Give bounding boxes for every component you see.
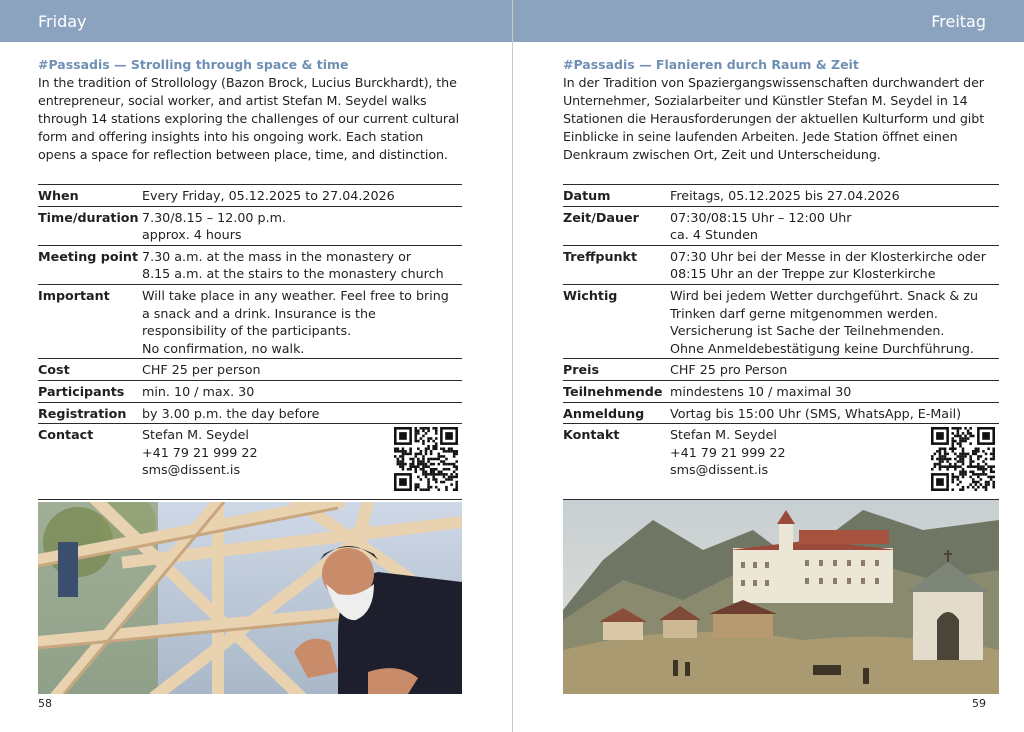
info-value-line: approx. 4 hours	[142, 227, 242, 243]
info-label: Treffpunkt	[563, 245, 670, 284]
photo-wooden-structure	[38, 502, 462, 694]
info-value	[670, 284, 999, 358]
info-value	[670, 402, 999, 424]
info-value-line: min. 10 / max. 30	[142, 383, 255, 399]
wooden-structure-illustration	[38, 502, 462, 694]
info-label: Preis	[563, 359, 670, 381]
info-value-line: Will take place in any weather. Feel free to bring	[142, 287, 449, 303]
contact-phone: +41 79 21 999 22	[670, 444, 786, 460]
info-value	[142, 206, 462, 245]
qr-code[interactable]	[394, 427, 458, 491]
info-label: Datum	[563, 185, 670, 207]
info-value-line: ca. 4 Stunden	[670, 227, 758, 243]
info-row	[563, 284, 999, 358]
info-value-line: by 3.00 p.m. the day before	[142, 405, 320, 421]
contact-email[interactable]: sms@dissent.is	[670, 462, 769, 478]
info-value	[670, 206, 999, 245]
info-label: Meeting point	[38, 245, 142, 284]
event-title: #Passadis — Strolling through space & time	[38, 57, 349, 72]
contact-name: Stefan M. Seydel	[142, 427, 249, 443]
info-value	[142, 185, 462, 207]
info-value	[142, 284, 462, 358]
info-value-line: responsibility of the participants.	[142, 323, 352, 339]
monastery-illustration	[563, 500, 999, 694]
info-table	[563, 184, 999, 500]
photo-monastery-painting	[563, 500, 999, 694]
info-row	[563, 402, 999, 424]
info-value-line: 08:15 Uhr an der Treppe zur Klosterkirche	[670, 266, 936, 282]
info-label: When	[38, 185, 142, 207]
info-value	[670, 380, 999, 402]
info-value-line: Vortag bis 15:00 Uhr (SMS, WhatsApp, E-Mail)	[670, 405, 962, 421]
page-header: Friday	[0, 0, 512, 42]
info-label: Wichtig	[563, 284, 670, 358]
info-value	[142, 245, 462, 284]
page-header: Freitag	[513, 0, 1024, 42]
info-value	[670, 245, 999, 284]
contact-email[interactable]: sms@dissent.is	[142, 462, 241, 478]
page-content	[563, 56, 999, 500]
info-value-line: Versicherung ist Sache der Teilnehmenden.	[670, 323, 945, 339]
contact-value	[670, 424, 999, 500]
info-row	[563, 185, 999, 207]
page-number: 59	[972, 697, 986, 710]
info-row	[38, 380, 462, 402]
info-value-line: 8.15 a.m. at the stairs to the monastery church	[142, 266, 444, 282]
info-value-line: Trinken darf gerne mitgenommen werden.	[670, 305, 938, 321]
contact-label: Kontakt	[563, 424, 670, 500]
info-label: Teilnehmende	[563, 380, 670, 402]
info-value-line: 7.30/8.15 – 12.00 p.m.	[142, 209, 287, 225]
info-value-line: 07:30 Uhr bei der Messe in der Klosterkirche oder	[670, 248, 986, 264]
info-row	[38, 402, 462, 424]
info-value-line: Freitags, 05.12.2025 bis 27.04.2026	[670, 188, 900, 203]
info-value-line: 7.30 a.m. at the mass in the monastery or	[142, 248, 412, 264]
event-intro: In the tradition of Strollology (Bazon Brock, Lucius Burckhardt), the entrepreneur, social worker, and artist Stefan M. Seydel walks through 14 stations exploring the challenges of our current cultural form and offering insights into his ongoing work. Each station opens a space for reflection between place, time, and distinction.	[38, 75, 460, 162]
info-row	[563, 245, 999, 284]
contact-phone: +41 79 21 999 22	[142, 444, 258, 460]
info-label: Zeit/Dauer	[563, 206, 670, 245]
info-row	[563, 206, 999, 245]
info-table	[38, 184, 462, 500]
info-value-line: Ohne Anmeldebestätigung keine Durchführung.	[670, 340, 974, 356]
info-value-line: a snack and a drink. Insurance is the	[142, 305, 376, 321]
page-number: 58	[38, 697, 52, 710]
info-label: Participants	[38, 380, 142, 402]
info-value-line: mindestens 10 / maximal 30	[670, 383, 852, 399]
info-row	[38, 185, 462, 207]
contact-value	[142, 424, 462, 500]
info-label: Anmeldung	[563, 402, 670, 424]
info-value-line: 07:30/08:15 Uhr – 12:00 Uhr	[670, 209, 852, 225]
event-intro: In der Tradition von Spaziergangswissenschaften durchwandert der Unternehmer, Sozialarbeiter und Künstler Stefan M. Seydel in 14 Stationen die Herausforderungen der aktuellen Kulturform und gibt Einblicke in seine laufenden Arbeiten. Jede Station öffnet einen Denkraum zwischen Ort, Zeit und Unterscheidung.	[563, 75, 985, 162]
info-value	[670, 359, 999, 381]
info-rows	[563, 185, 999, 424]
info-value-line: Every Friday, 05.12.2025 to 27.04.2026	[142, 188, 395, 203]
info-rows	[38, 185, 462, 424]
info-label: Registration	[38, 402, 142, 424]
info-value-line: Wird bei jedem Wetter durchgeführt. Snack & zu	[670, 287, 979, 303]
info-row	[563, 359, 999, 381]
info-row	[38, 284, 462, 358]
info-row	[38, 206, 462, 245]
info-value-line: CHF 25 per person	[142, 362, 261, 378]
info-value-line: No confirmation, no walk.	[142, 340, 305, 356]
contact-row	[38, 424, 462, 500]
info-row	[38, 359, 462, 381]
contact-name: Stefan M. Seydel	[670, 427, 777, 443]
info-value	[142, 359, 462, 381]
info-row	[38, 245, 462, 284]
info-value	[670, 185, 999, 207]
info-label: Cost	[38, 359, 142, 381]
info-value	[142, 402, 462, 424]
page-content	[38, 56, 462, 500]
info-value-line: CHF 25 pro Person	[670, 362, 788, 378]
info-label: Important	[38, 284, 142, 358]
qr-code[interactable]	[931, 427, 995, 491]
info-value	[142, 380, 462, 402]
info-row	[563, 380, 999, 402]
event-title: #Passadis — Flanieren durch Raum & Zeit	[563, 57, 859, 72]
info-label: Time/duration	[38, 206, 142, 245]
contact-row	[563, 424, 999, 500]
page-right	[512, 0, 1024, 732]
contact-label: Contact	[38, 424, 142, 500]
